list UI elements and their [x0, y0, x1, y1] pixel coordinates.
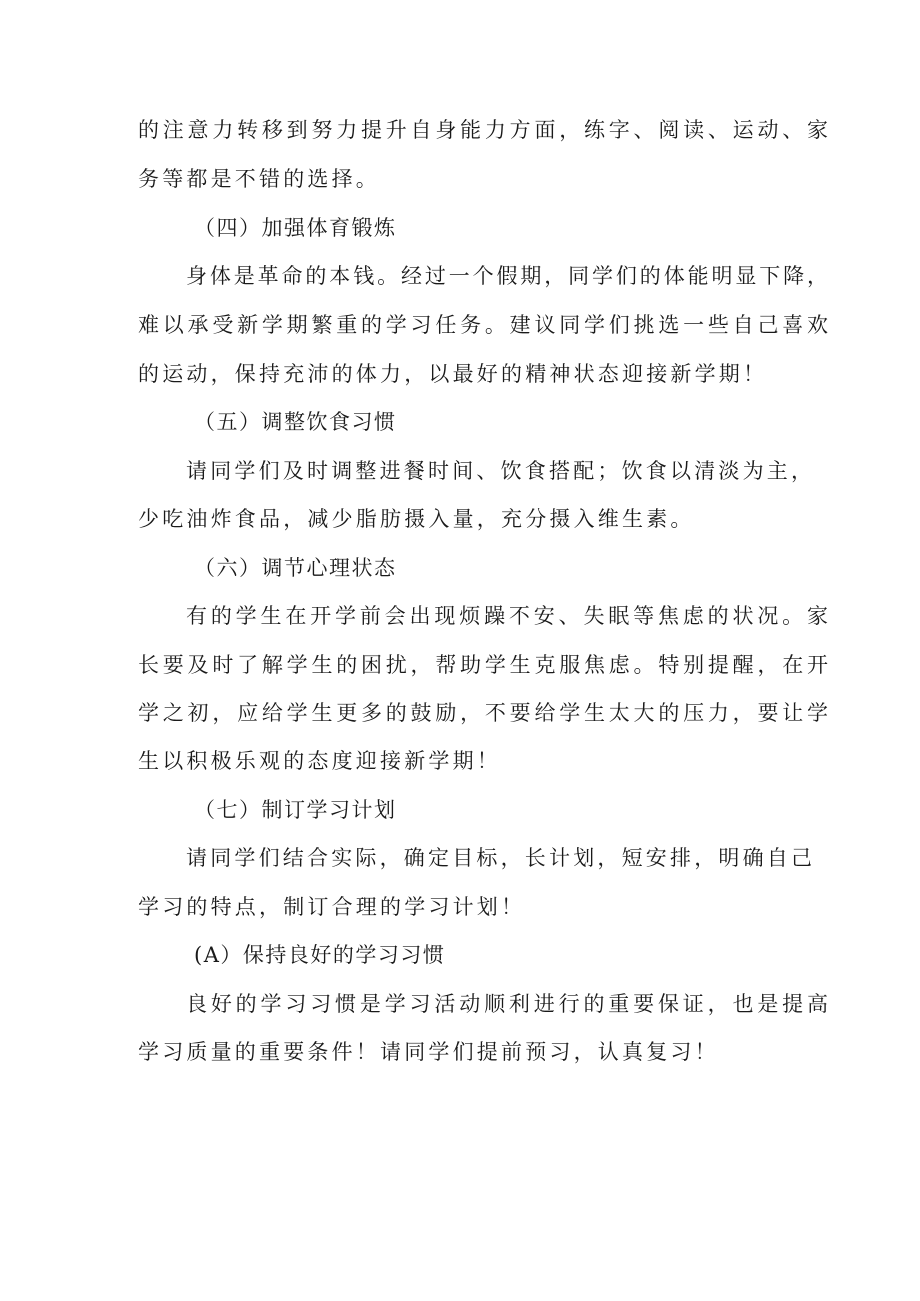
section-heading-6: （六）调节心理状态	[194, 556, 397, 580]
paragraph-line: 请同学们结合实际，确定目标，长计划，短安排，明确自己	[186, 846, 816, 870]
section-heading-8: (A）保持良好的学习习惯	[194, 943, 446, 967]
section-heading-4: （四）加强体育锻炼	[194, 216, 397, 240]
paragraph-line: 身体是革命的本钱。经过一个假期，同学们的体能明显下降，	[186, 264, 828, 288]
paragraph-line: 请同学们及时调整进餐时间、饮食搭配；饮食以清淡为主，	[186, 459, 816, 483]
paragraph-line: 少吃油炸食品，减少脂肪摄入量，充分摄入维生素。	[138, 507, 695, 531]
paragraph-line: 学之初，应给学生更多的鼓励，不要给学生太大的压力，要让学	[138, 701, 828, 725]
section-heading-7: （七）制订学习计划	[194, 798, 397, 822]
paragraph-line: 有的学生在开学前会出现烦躁不安、失眠等焦虑的状况。家	[186, 604, 828, 628]
paragraph-line: 务等都是不错的选择。	[138, 167, 380, 191]
paragraph-line: 长要及时了解学生的困扰，帮助学生克服焦虑。特别提醒，在开	[138, 653, 828, 677]
paragraph-line: 良好的学习习惯是学习活动顺利进行的重要保证，也是提高	[186, 992, 828, 1016]
paragraph-line: 学习质量的重要条件！请同学们提前预习，认真复习！	[138, 1040, 719, 1064]
paragraph-line: 学习的特点，制订合理的学习计划！	[138, 895, 526, 919]
paragraph-line: 的运动，保持充沛的体力，以最好的精神状态迎接新学期！	[138, 362, 768, 386]
section-heading-5: （五）调整饮食习惯	[194, 410, 397, 434]
paragraph-line: 生以积极乐观的态度迎接新学期！	[138, 749, 501, 773]
paragraph-line: 难以承受新学期繁重的学习任务。建议同学们挑选一些自己喜欢	[138, 313, 828, 337]
paragraph-line: 的注意力转移到努力提升自身能力方面，练字、阅读、运动、家	[138, 118, 828, 142]
